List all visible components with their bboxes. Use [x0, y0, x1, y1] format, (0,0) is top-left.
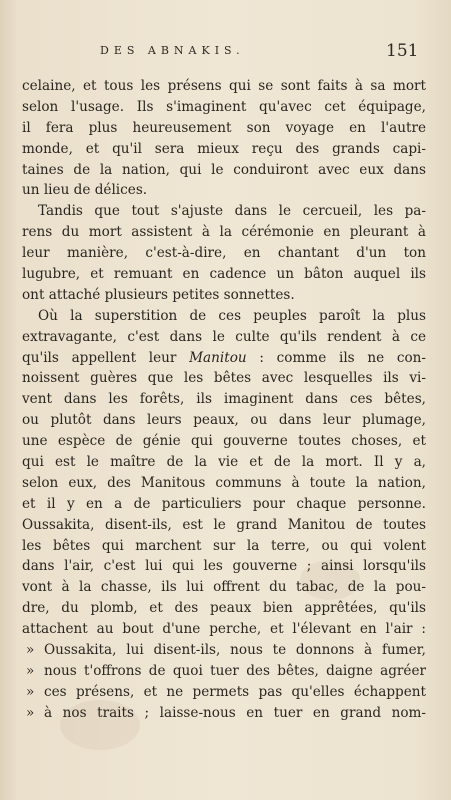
text-line: attachent au bout d'une perche, et l'élevant en l'air :	[22, 621, 426, 638]
text-segment: : comme ils ne con-	[246, 349, 426, 366]
text-line: leur manière, c'est-à-dire, en chantant d'un ton	[22, 245, 426, 262]
quoted-line	[22, 640, 426, 661]
text-segment: qu'ils appellent leur	[22, 349, 190, 366]
text-line: ou plutôt dans leurs peaux, ou dans leur plumage,	[22, 412, 426, 429]
quoted-text: Oussakita, lui disent-ils, nous te donnons à fumer,	[44, 642, 426, 659]
body-text	[22, 76, 426, 724]
quoted-text: à nos traits ; laisse-nous en tuer en grand nom-	[44, 704, 426, 721]
text-line: qui est le maître de la vie et de la mort. Il y a,	[22, 454, 426, 471]
quote-mark: »	[26, 704, 35, 721]
running-title: DES ABNAKIS.	[100, 44, 245, 57]
text-line: dre, du plomb, et des peaux bien apprêtées, qu'ils	[22, 600, 426, 617]
text-line: ont attaché plusieurs petites sonnettes.	[22, 286, 295, 303]
running-head	[0, 41, 451, 64]
text-line: monde, et qu'il sera mieux reçu des grands capi-	[22, 140, 426, 157]
text-line: dans l'air, c'est lui qui les gouverne ; ainsi lorsqu'ils	[22, 558, 426, 575]
quote-mark: »	[26, 642, 35, 659]
text-line: noissent guères que les bêtes avec lesquelles ils vi-	[22, 370, 426, 387]
quote-mark: »	[26, 683, 35, 700]
text-line: celaine, et tous les présens qui se sont faits à sa mort	[22, 78, 426, 94]
text-line: selon eux, des Manitous communs à toute la nation,	[22, 474, 426, 491]
text-line: selon l'usage. Ils s'imaginent qu'avec cet équipage,	[22, 98, 426, 115]
quoted-line	[22, 661, 426, 682]
text-line: et il y en a de particuliers pour chaque personne.	[22, 495, 426, 512]
text-line: rens du mort assistent à la cérémonie en pleurant à	[22, 224, 426, 241]
quoted-text: ces présens, et ne permets pas qu'elles échappent	[44, 683, 426, 700]
text-line: extravagante, c'est dans le culte qu'ils rendent à ce	[22, 328, 426, 345]
text-line: Oussakita, disent-ils, est le grand Manitou de toutes	[22, 516, 426, 533]
text-line: taines de la nation, qui le conduiront avec eux dans	[22, 161, 426, 178]
text-line: Tandis que tout s'ajuste dans le cercueil, les pa-	[38, 203, 426, 220]
text-line-with-italic	[22, 348, 426, 369]
text-line: vent dans les forêts, ils imaginent dans ces bêtes,	[22, 391, 426, 408]
text-line: les bêtes qui marchent sur la terre, ou qui volent	[22, 537, 426, 554]
text-line: un lieu de délices.	[22, 182, 148, 199]
text-line: il fera plus heureusement son voyage en l'autre	[22, 119, 426, 136]
quoted-line	[22, 703, 426, 724]
quote-mark: »	[26, 662, 35, 679]
quoted-line	[22, 682, 426, 703]
italic-term: Manitou	[189, 349, 247, 366]
text-line: Où la superstition de ces peuples paroît la plus	[38, 307, 426, 324]
text-line: lugubre, et remuant en cadence un bâton auquel ils	[22, 266, 426, 283]
text-line: une espèce de génie qui gouverne toutes choses, et	[22, 433, 426, 450]
text-line: vont à la chasse, ils lui offrent du tabac, de la pou-	[22, 579, 426, 596]
quoted-text: nous t'offrons de quoi tuer des bêtes, daigne agréer	[44, 662, 426, 679]
page-number: 151	[386, 41, 419, 61]
